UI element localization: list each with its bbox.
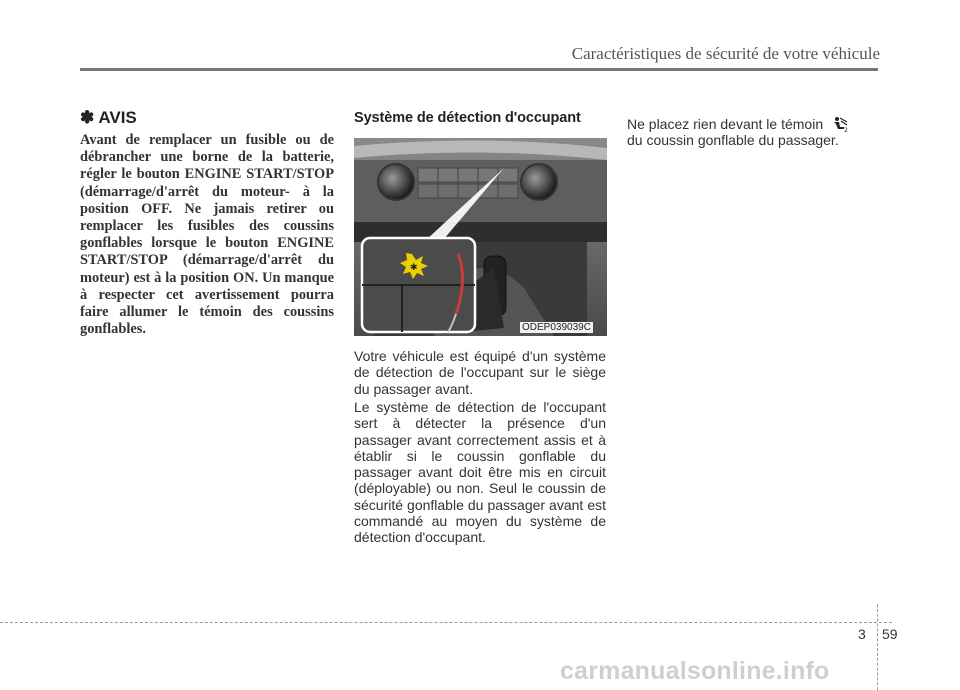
chapter-number: 3	[858, 626, 866, 642]
watermark: carmanualsonline.info	[560, 657, 830, 685]
figure-code: ODEP039039C	[522, 322, 591, 333]
dashboard-illustration	[354, 138, 607, 336]
footer-divider	[877, 604, 878, 690]
passenger-airbag-indicator-icon	[831, 116, 849, 132]
page-number: 59	[882, 626, 898, 642]
section-paragraph-2: Le système de détection de l'occupant sert à détecter la présence d'un passager avant correctement assis et à établir si le coussin gonflable du passager avant doit être mis en circuit (déployable) ou non. Seul le coussin de sécurité gonflable du passager avant est commandé au moyen du système de détection d'occupant.	[354, 399, 606, 546]
running-header: Caractéristiques de sécurité de votre véhicule	[571, 44, 880, 63]
dashboard-figure	[354, 138, 607, 336]
svg-text:2: 2	[844, 127, 848, 132]
header-rule	[80, 68, 878, 71]
notice-body: Avant de remplacer un fusible ou de débrancher une borne de la batterie, régler le bouton ENGINE START/STOP (démarrage/d'arrêt du moteur- à la position OFF. Ne jamais retirer ou remplacer les fusibles des coussins gonflables lorsque le bouton ENGINE START/STOP (démarrage/d'arrêt du moteur) est à la position ON. Un manque à respecter cet avertissement pourra faire allumer le témoin des coussins gonflables.	[80, 132, 334, 338]
section-paragraph-1: Votre véhicule est équipé d'un système de détection de l'occupant sur le siège du passager avant.	[354, 348, 606, 397]
right-text-after-icon: du coussin gonflable du passager.	[627, 132, 839, 149]
right-text-before-icon: Ne placez rien devant le témoin	[627, 116, 824, 132]
right-paragraph	[627, 116, 879, 149]
section-title: Système de détection d'occupant	[354, 110, 581, 126]
footer-rule	[0, 622, 892, 623]
svg-text:✱: ✱	[410, 263, 418, 273]
notice-title: ✽ AVIS	[80, 108, 137, 127]
